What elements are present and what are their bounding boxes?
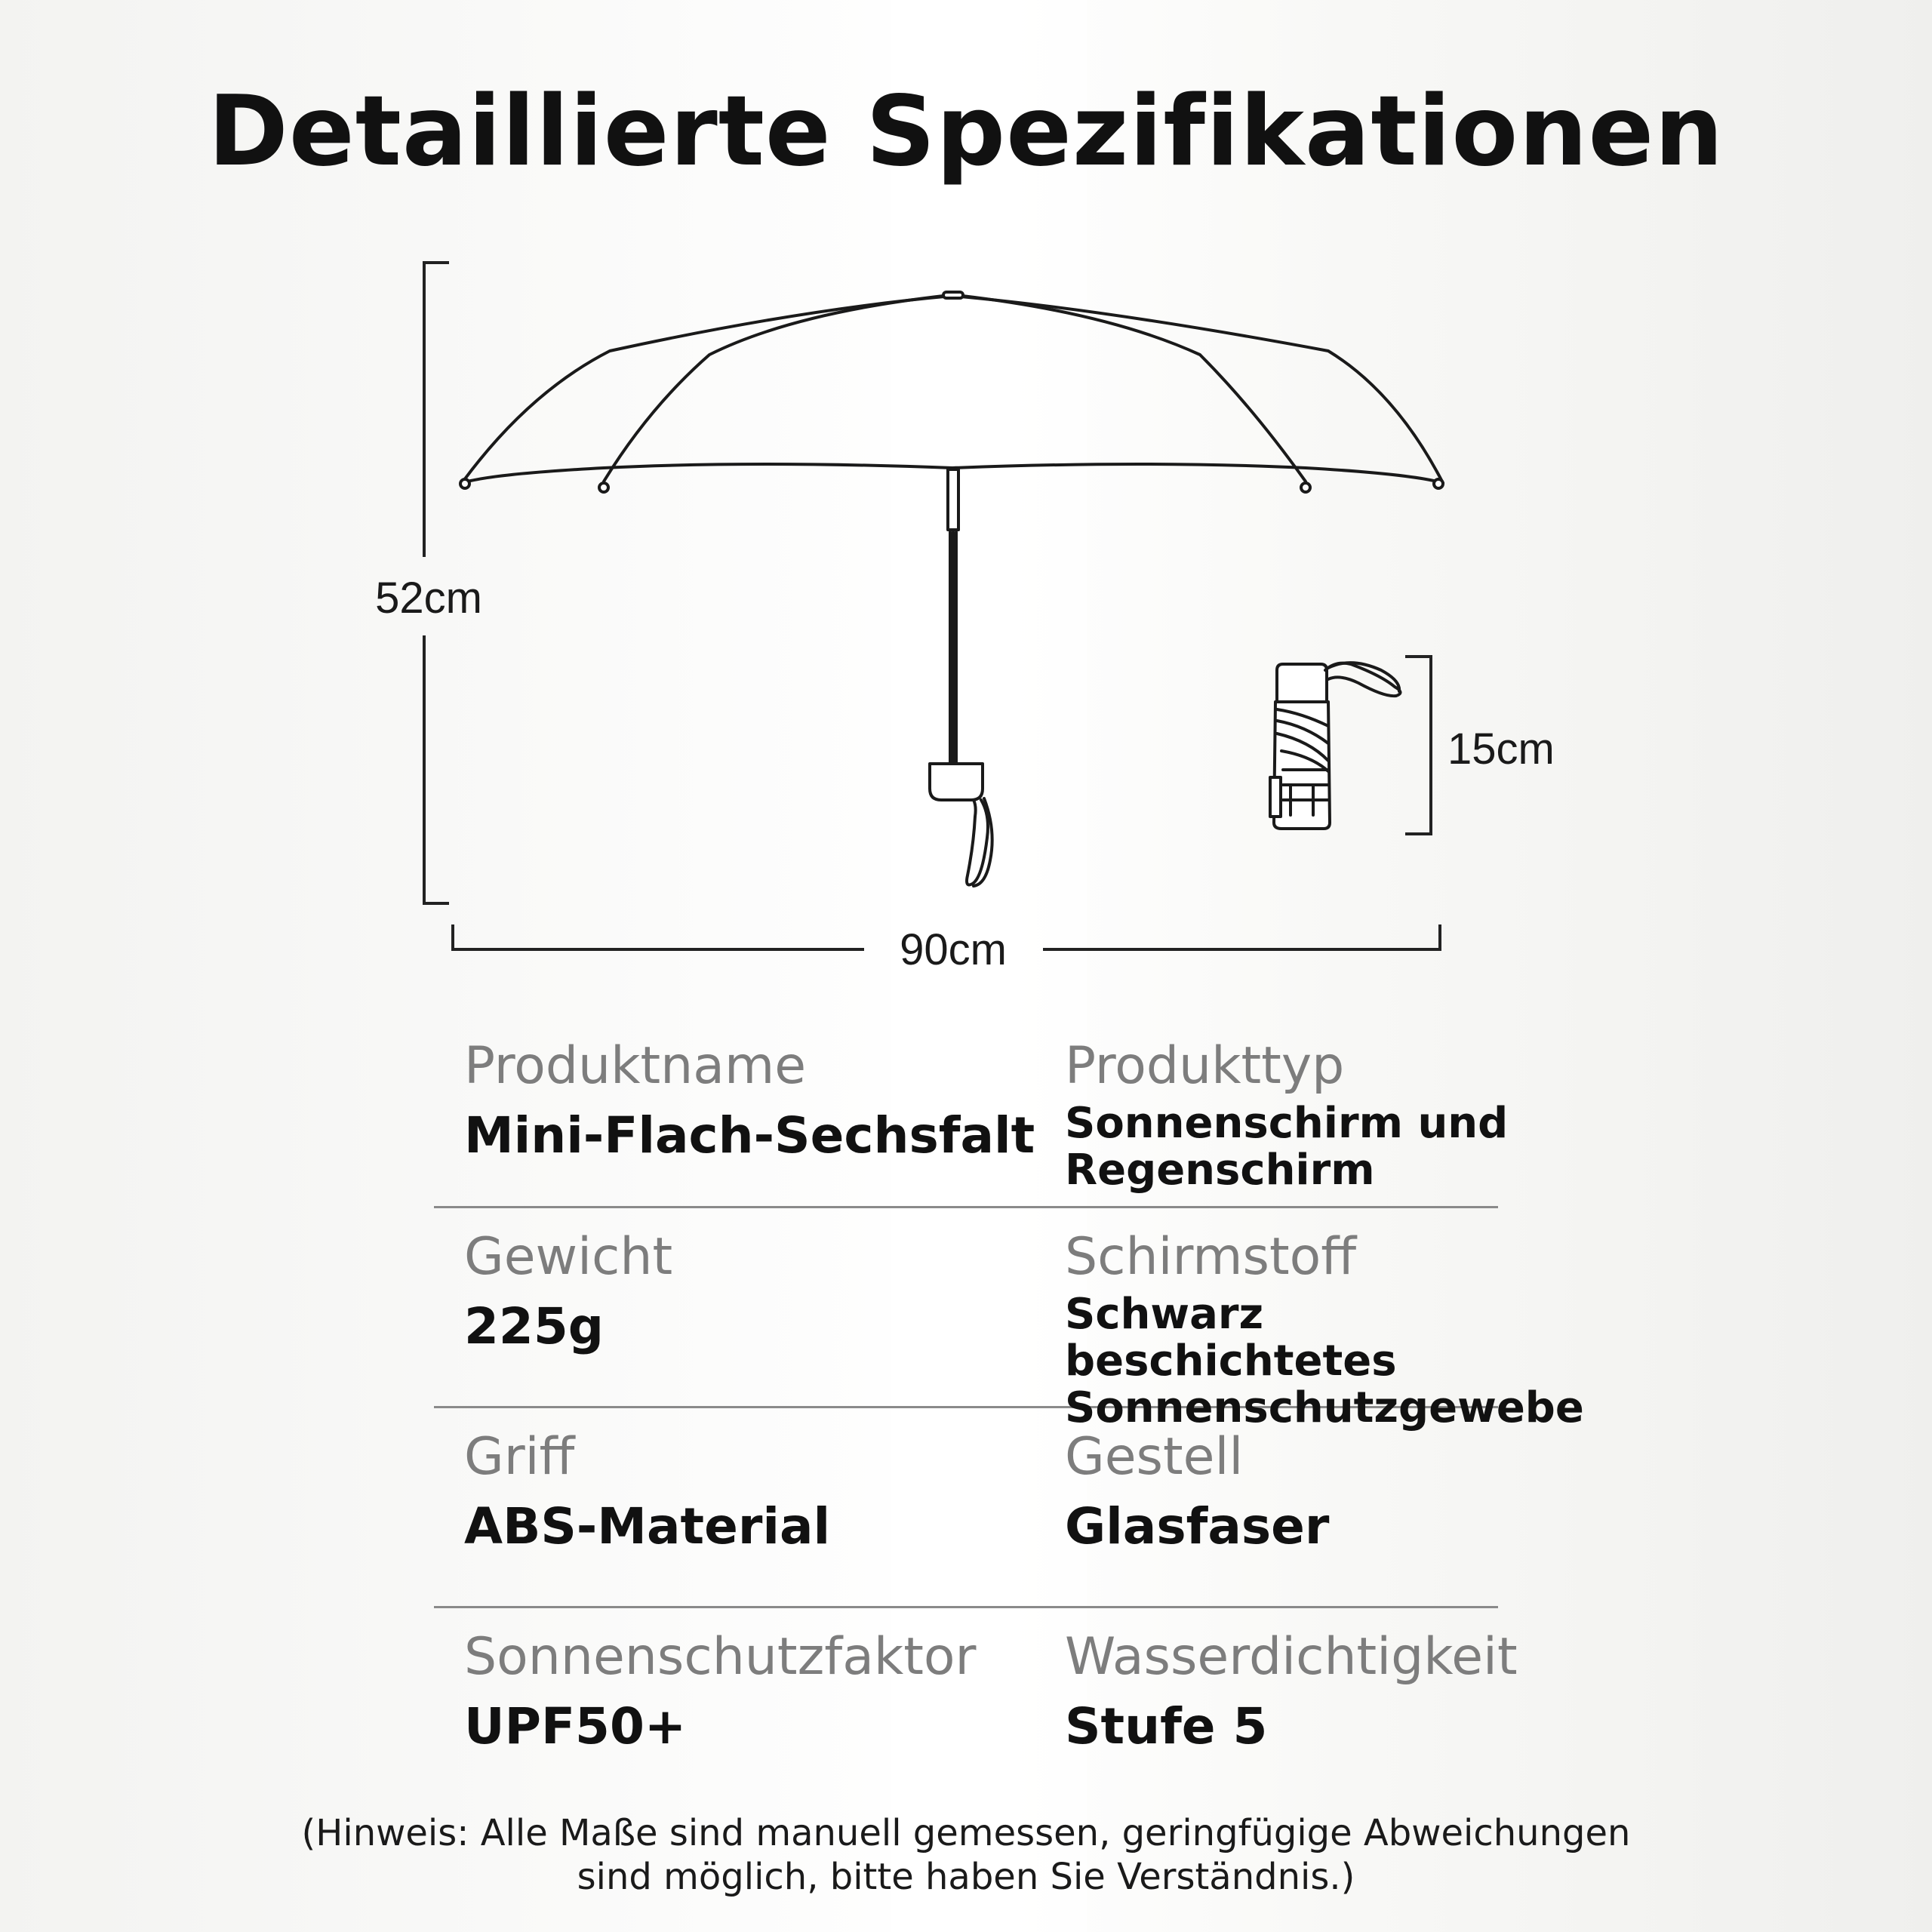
spec-value: Glasfaser [1065,1497,1330,1555]
width-dimension-label: 90cm [900,925,1007,974]
spec-value: Sonnenschirm und Regenschirm [1065,1099,1509,1195]
spec-value: Schwarz beschichtetes Sonnenschutzgewebe [1065,1290,1584,1432]
spec-cell-waterproof [1065,1625,1518,1776]
spec-value: UPF50+ [464,1697,687,1755]
folded-height-bracket [1405,657,1431,834]
note-line: (Hinweis: Alle Maße sind manuell gemessen, geringfügige Abweichungen [301,1812,1631,1854]
spec-label: Griff [464,1427,575,1487]
spec-label: Sonnenschutzfaktor [464,1627,977,1687]
spec-row [434,1408,1498,1608]
measurement-note [0,1811,1932,1899]
spec-row [434,1019,1509,1208]
spec-row [434,1608,1518,1776]
spec-cell-handle [434,1425,1065,1606]
spec-label: Produkttyp [1065,1036,1345,1096]
spec-value: Mini-Flach-Sechsfalt [464,1106,1035,1164]
folded-umbrella-icon [1270,663,1401,829]
spec-cell-uv-protection [434,1625,1065,1776]
spec-cell-product-name [434,1034,1065,1206]
spec-label: Wasserdichtigkeit [1065,1627,1518,1687]
spec-row [434,1208,1584,1432]
spec-cell-product-type [1065,1034,1509,1206]
spec-label: Gestell [1065,1427,1244,1487]
spec-cell-fabric [1065,1225,1584,1432]
spec-cell-frame [1065,1425,1498,1606]
height-dimension-label: 52cm [375,574,482,623]
spec-label: Produktname [464,1036,807,1096]
note-line: sind möglich, bitte haben Sie Verständnis.) [577,1856,1355,1898]
spec-value: ABS-Material [464,1497,831,1555]
spec-value: Stufe 5 [1065,1697,1268,1755]
spec-label: Gewicht [464,1227,673,1287]
spec-value: 225g [464,1297,605,1355]
folded-height-dimension-label: 15cm [1447,724,1555,774]
spec-cell-weight [434,1225,1065,1406]
spec-table [434,1019,1584,1776]
page-title: Detaillierte Spezifikationen [208,75,1724,188]
spec-label: Schirmstoff [1065,1227,1357,1287]
